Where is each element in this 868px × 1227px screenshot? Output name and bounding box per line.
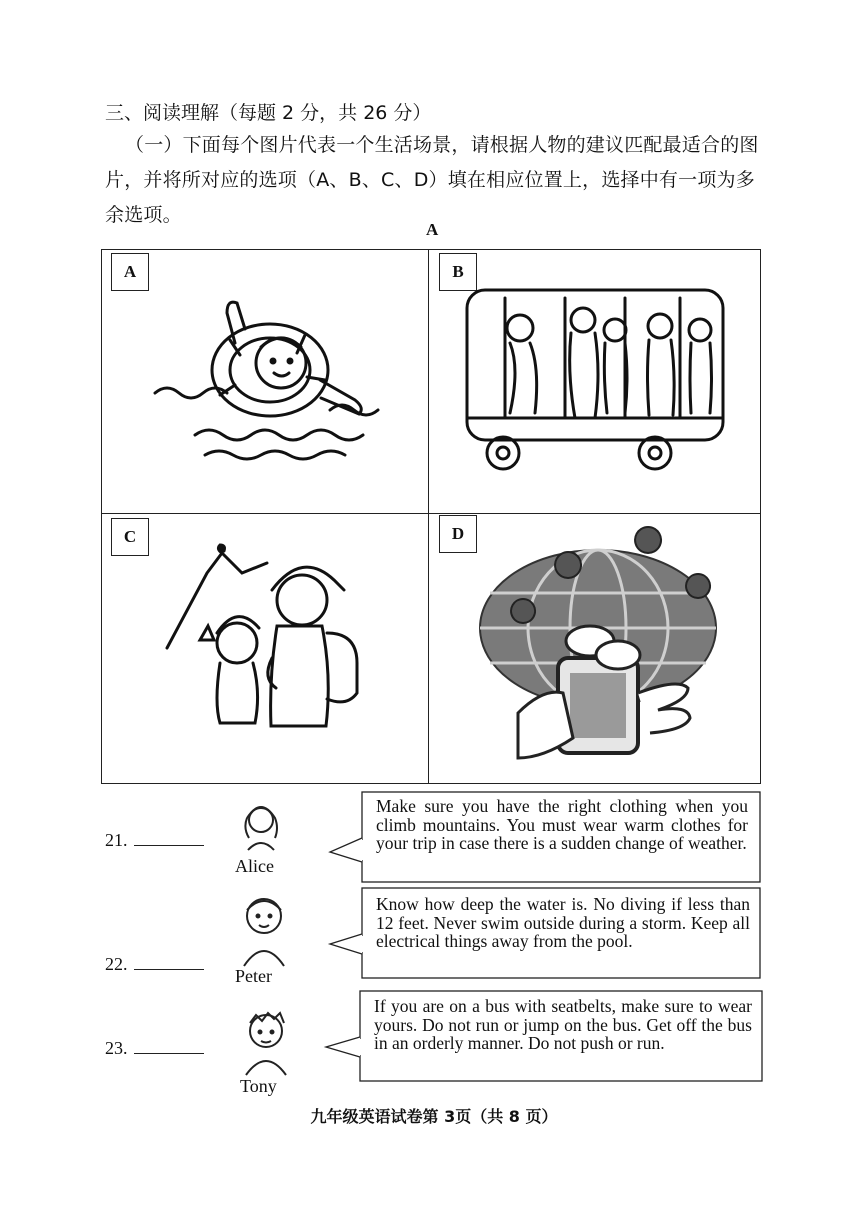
person-name: Tony (240, 1076, 277, 1096)
answer-blank[interactable] (134, 831, 204, 846)
globe-phone-illustration (478, 543, 723, 758)
section-title: 三、阅读理解（每题 2 分，共 26 分） (105, 102, 432, 124)
option-tag-d: D (439, 515, 477, 553)
alice-portrait (236, 796, 286, 852)
advice-text: If you are on a bus with seatbelts, make sure to wear yours. Do not run or jump on the bus. Get off the bus in an orderly manner. Do not push or run. (374, 996, 752, 1053)
picture-set-label: A (426, 220, 439, 239)
tony-portrait (238, 1005, 298, 1077)
person-name: Peter (235, 966, 272, 986)
answer-blank[interactable] (134, 1039, 204, 1054)
question-number: 23. (105, 1038, 204, 1059)
advice-text: Know how deep the water is. No diving if less than 12 feet. Never swim outside during a storm. Keep all electrical things away from the pool. (376, 894, 750, 951)
answer-blank[interactable] (134, 955, 204, 970)
advice-text: Make sure you have the right clothing when you climb mountains. You must wear warm clothes for your trip in case there is a sudden change of weather. (376, 796, 748, 853)
question-number: 21. (105, 830, 204, 851)
option-tag-c: C (111, 518, 149, 556)
question-number: 22. (105, 954, 204, 975)
option-tag-b: B (439, 253, 477, 291)
grid-divider-horizontal (101, 513, 760, 514)
bus-illustration (465, 288, 727, 476)
grid-divider-vertical (428, 249, 429, 783)
swimmer-illustration (135, 285, 405, 475)
person-name: Alice (235, 856, 274, 876)
page-footer: 九年级英语试卷第 3页（共 8 页） (310, 1107, 558, 1126)
part-instruction: （一）下面每个图片代表一个生活场景，请根据人物的建议匹配最适合的图片，并将所对应的选项（A、B、C、D）填在相应位置上，选择中有一项为多余选项。 (105, 134, 759, 226)
hikers-illustration (162, 548, 367, 738)
peter-portrait (236, 888, 296, 968)
option-tag-a: A (111, 253, 149, 291)
